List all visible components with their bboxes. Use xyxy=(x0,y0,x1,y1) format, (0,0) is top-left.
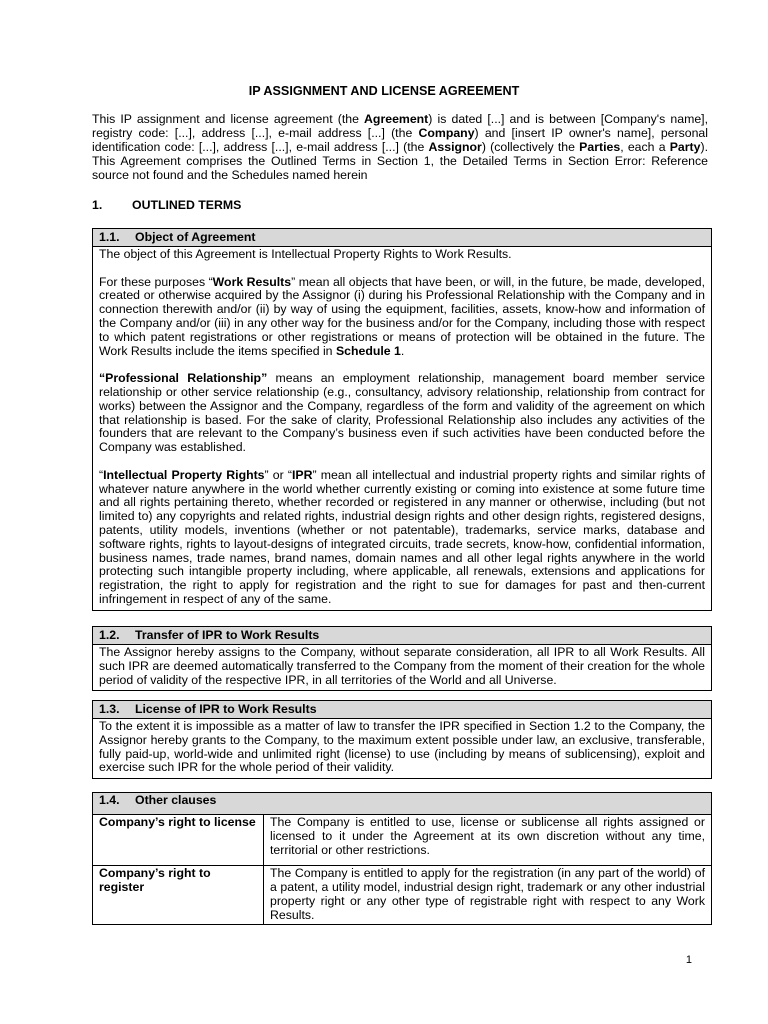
clause-text: ” or “ xyxy=(264,467,293,482)
clause-paragraph xyxy=(99,276,705,359)
defined-term-work-results: Work Results xyxy=(212,274,292,289)
defined-term-party: Party xyxy=(669,140,701,154)
clause-text: “ xyxy=(99,467,104,482)
defined-term-ipr: Intellectual Property Rights xyxy=(103,467,265,482)
clause-paragraph xyxy=(99,372,705,455)
clause-paragraph: The object of this Agreement is Intellectual Property Rights to Work Results. xyxy=(99,247,512,261)
clause-body: The Assignor hereby assigns to the Company, without separate consideration, all IPR to all Work Results. All such IPR are deemed automatically transferred to the Company from the moment of their creation for the whole period of validity of the respective IPR, in all territories of the World and all Universe. xyxy=(99,645,705,687)
section-heading xyxy=(92,198,241,212)
clause-number: 1.1. xyxy=(99,230,120,244)
clause-title: Other clauses xyxy=(135,793,217,807)
clause-header xyxy=(93,701,711,719)
clause-number: 1.2. xyxy=(99,628,120,642)
clause-text: . xyxy=(400,343,405,358)
clause-header xyxy=(93,793,711,814)
schedule-reference: Schedule 1 xyxy=(335,343,401,358)
clause-other-clauses xyxy=(92,792,712,925)
intro-text: ) is dated [...] and is between [Company's name], registry code: [...], address [...], e-mail address [...] (the xyxy=(92,112,709,140)
clause-body: To the extent it is impossible as a matter of law to transfer the IPR specified in Section 1.2 to the Company, the Assignor hereby grants to the Company, to the maximum extent possible under law, an exclusive, transferable, fully paid-up, world-wide and unlimited right (license) to use (including by means of sublicensing), exploit and exercise such IPR for the whole period of their validity. xyxy=(99,719,705,775)
clause-header xyxy=(93,627,711,645)
clause-number: 1.4. xyxy=(99,793,120,807)
clause-title: Object of Agreement xyxy=(135,230,256,244)
clause-text: ” mean all objects that have been, or will, in the future, be made, developed, created or otherwise acquired by the Assignor (i) during his Professional Relationship with the Company and in connection therewith and/or (ii) by way of using the equipment, facilities, assets, know-how and information of the Company and/or (iii) in any other way for the business and/or for the Company, including those with respect to which patent registrations or other registrations or means of protection will be obtained in the future. The Work Results include the items specified in xyxy=(99,274,705,358)
defined-term-professional-relationship: “Professional Relationship” xyxy=(99,371,268,386)
clause-number: 1.3. xyxy=(99,702,120,716)
intro-text: This IP assignment and license agreement (the xyxy=(92,112,365,126)
document-title: IP ASSIGNMENT AND LICENSE AGREEMENT xyxy=(248,84,520,98)
intro-text: ) and [insert IP owner's name], personal identification code: [...], address [...], e-mail address [...] (the xyxy=(92,126,709,154)
clause-text: means an employment relationship, management board member service relationship or other service relationship (e.g., consultancy, advisory relationship, relationship from contract for works) between the Assignor and the Company, regardless of the form and validity of the agreement on which that relationship is based. For the sake of clarity, Professional Relationship also includes any activities of the founders that are relevant to the Company’s business even if such activities have been conducted before the Company was established. xyxy=(99,371,705,455)
row-label: Company’s right to license xyxy=(93,815,264,865)
clause-transfer-of-ipr xyxy=(92,626,712,691)
section-number: 1. xyxy=(92,198,103,212)
intro-text: ). This Agreement comprises the Outlined Terms in Section 1, the Detailed Terms in Section Error: Reference source not found and the Schedules named herein xyxy=(92,140,709,182)
row-label: Company’s right to register xyxy=(93,866,264,923)
defined-term-company: Company xyxy=(418,126,475,140)
defined-term-ipr-short: IPR xyxy=(292,467,313,482)
row-text: The Company is entitled to use, license or sublicense all rights assigned or licensed to it under the Agreement at its own discretion without any time, territorial or other restrictions. xyxy=(270,815,705,857)
intro-text: ) (collectively the xyxy=(481,140,580,154)
intro-text: , each a xyxy=(620,140,670,154)
page-number: 1 xyxy=(685,954,692,966)
clause-paragraph xyxy=(99,469,705,607)
table-row xyxy=(93,814,711,865)
clause-text: For these purposes “ xyxy=(99,274,213,289)
clause-body xyxy=(93,247,711,610)
defined-term-assignor: Assignor xyxy=(428,140,482,154)
defined-term-agreement: Agreement xyxy=(364,112,429,126)
clause-title: License of IPR to Work Results xyxy=(135,702,317,716)
section-title: OUTLINED TERMS xyxy=(132,198,242,212)
row-text: The Company is entitled to apply for the registration (in any part of the world) of a patent, a utility model, industrial design right, trademark or any other industrial property right or any other type of registrable right with respect to any Work Results. xyxy=(270,866,705,922)
clause-license-of-ipr xyxy=(92,700,712,779)
clause-title: Transfer of IPR to Work Results xyxy=(135,628,320,642)
table-row xyxy=(93,865,711,923)
defined-term-parties: Parties xyxy=(579,140,621,154)
intro-paragraph xyxy=(92,112,708,182)
clause-object-of-agreement xyxy=(92,228,712,611)
clause-text: ” mean all intellectual and industrial property rights and similar rights of whatever nature anywhere in the world whether currently existing or coming into existence at some future time and all rights pertaining thereto, whether recorded or registered in any manner or otherwise, including (but not limited to) any copyrights and related rights, industrial design rights and other design rights, registered designs, patents, utility models, inventions (whether or not patentable), trademarks, service marks, database and software rights, rights to layout-designs of integrated circuits, trade secrets, know-how, confidential information, business names, trade names, brand names, domain names and all other legal rights anywhere in the world protecting such intangible property including, where applicable, all renewals, extensions and applications for registration, the right to apply for registration and the right to sue for damages for past and then-current infringement in respect of any of the same. xyxy=(99,467,705,606)
clause-header xyxy=(93,229,711,247)
